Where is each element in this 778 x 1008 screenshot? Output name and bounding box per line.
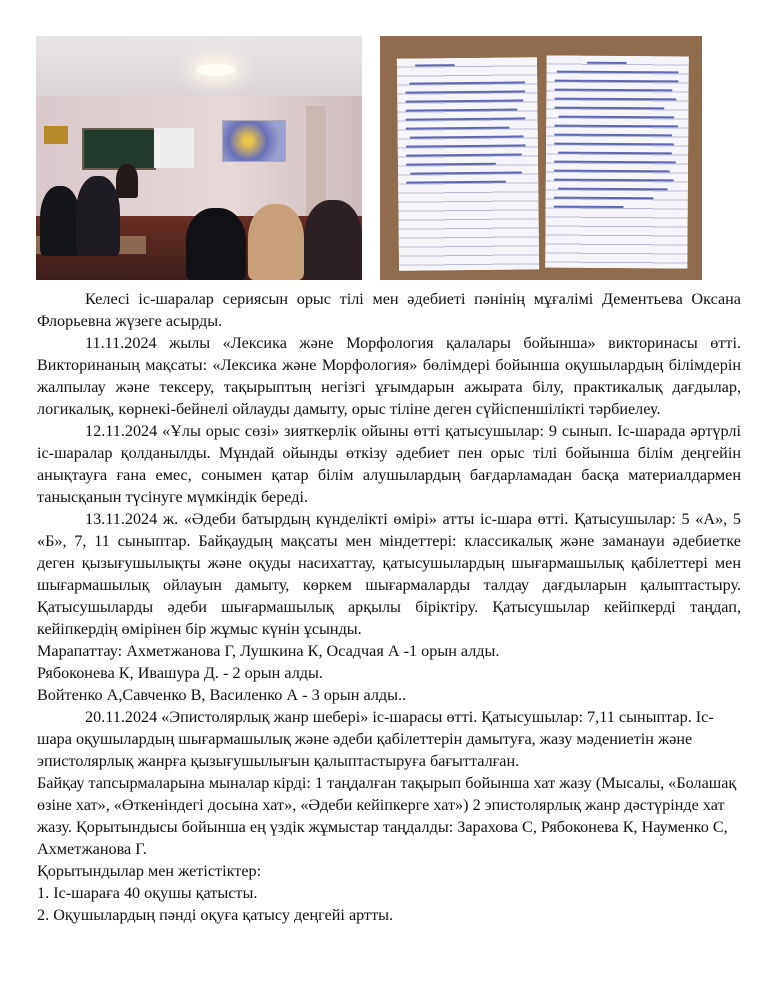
award-third-place: Войтенко А,Савченко В, Василенко А - 3 орын алды.. [37,686,407,704]
student-silhouette [76,176,120,256]
paragraph-intro: Келесі іс-шаралар сериясын орыс тілі мен әдебиеті пәнінің мұғалімі Дементьева Оксана Флорьевна жүзеге асырды. [37,290,741,330]
handwriting-line [554,134,672,137]
handwriting-line [554,179,674,182]
result-item-2: 2. Оқушылардың пәнді оқуға қатысу деңгейі артты. [37,906,394,924]
handwriting-line [410,171,522,174]
handwriting-line [409,81,525,84]
handwriting-line [555,80,679,83]
student-silhouette [248,204,304,280]
handwriting-line [554,89,672,92]
student-silhouette [116,164,138,198]
classroom-door [306,106,326,216]
projector-screen [222,120,286,162]
handwriting-line [554,143,674,146]
handwriting-line [406,153,522,156]
paragraph-game: 12.11.2024 «Ұлы орыс сөзі» зияткерлік ойыны өтті қатысушылар: 9 сынып. Іс-шарада әртүрлі іс-шаралар қолданылды. Мұндай ойынды өткізу әдебиет пен орыс тілі бойынша білім деңгейін анықтауға ғана емес, сонымен қатар білім алушылардың бағдарламадан басқа материалдармен танысқанын түсінуге мүмкіндік береді. [37,422,741,506]
letter-sheet-left [397,57,539,270]
handwriting-line [406,144,526,147]
paragraph-epistolary: 20.11.2024 «Эпистолярлық жанр шебері» іс-шарасы өтті. Қатысушылар: 7,11 сыныптар. Іс-шара оқушылардың шығармашылық және әдеби қабілеттерін дамытуға, жазу мәдениетін және эпистолярлық жанрға қызығушылығын қалыптастыруға бағытталған. [37,708,714,770]
handwriting-line [554,125,678,128]
letter-sheet-right [545,56,688,269]
paragraph-contest-tasks: Байқау тапсырмаларына мыналар кірді: 1 таңдалған тақырып бойынша хат жазу (Мысалы, «Болашақ өзіне хат», «Өткеніндегі досына хат», «Әдеби кейіпкерге хат») 2 эпистолярлық жанр дәстүрінде хат жазу. Қорытындысы бойынша ең үздік жұмыстар таңдалды: Зарахова С, Рябоконева К, Науменко С, Ахметжанова Г. [37,774,737,858]
handwriting-line [554,206,624,208]
classroom-photo [36,36,362,280]
handwritten-letters-photo [380,36,702,280]
ceiling-lamp [196,64,236,76]
student-silhouette [304,200,362,280]
results-heading: Қорытындылар мен жетістіктер: [37,862,262,880]
handwriting-line [554,197,654,200]
handwriting-line [558,188,668,191]
handwriting-line [405,108,517,111]
result-item-1: 1. Іс-шараға 40 оқушы қатысты. [37,884,258,902]
handwriting-line [587,62,627,64]
paragraph-literary-hero: 13.11.2024 ж. «Әдеби батырдың күнделікті өмірі» атты іс-шара өтті. Қатысушылар: 5 «А», 5 «Б», 7, 11 сыныптар. Байқаудың мақсаты мен міндеттері: классикалық және заманауи әдебиетке деген қызығушылықты және оқуды насихаттау, қатысушылардың шығармашылық қабілеттері мен шығармашылық ойлауын дамыту, көркем шығармаларды талдау дағдыларын қалыптастыру. Қатысушыларды әдеби шығармашылық арқылы біріктіру. Қатысушылар кейіпкерді таңдап, кейіпкердің өмірінен бір жұмыс күнін ұсынды. [37,510,741,638]
student-silhouette [186,208,246,280]
handwriting-line [554,98,676,101]
handwriting-line [406,127,510,130]
chalkboard [82,128,156,170]
whiteboard [154,128,194,168]
student-silhouette [40,186,80,256]
report-body [37,288,741,926]
handwriting-line [557,71,679,74]
handwriting-line [415,64,455,66]
handwriting-line [410,135,524,138]
paragraph-quiz: 11.11.2024 жылы «Лексика және Морфология қалалары бойынша» викторинасы өтті. Викторинаның мақсаты: «Лексика және Морфология» бөлімдері бойынша оқушылардың білімдерін жалпылау және тексеру, тақырыптың негізгі ұғымдарын ажырата білу, практикалық дағдылар, логикалық, көрнекі-бейнелі ойлауды дамыту, орыс тіліне деген сүйіспеншілікті тәрбиелеу. [37,334,741,418]
award-first-place: Марапаттау: Ахметжанова Г, Лушкина К, Осадчая А -1 орын алды. [37,642,500,660]
handwriting-line [558,152,672,155]
handwriting-line [405,99,523,102]
handwriting-line [406,163,496,166]
handwriting-line [558,116,674,119]
handwriting-line [405,90,525,93]
handwriting-line [554,161,676,164]
handwriting-line [554,107,664,110]
handwriting-line [554,170,670,173]
handwriting-line [406,181,506,184]
award-second-place: Рябоконева К, Ивашура Д. - 2 орын алды. [37,664,323,682]
wall-emblem [44,126,68,144]
handwriting-line [406,117,526,120]
